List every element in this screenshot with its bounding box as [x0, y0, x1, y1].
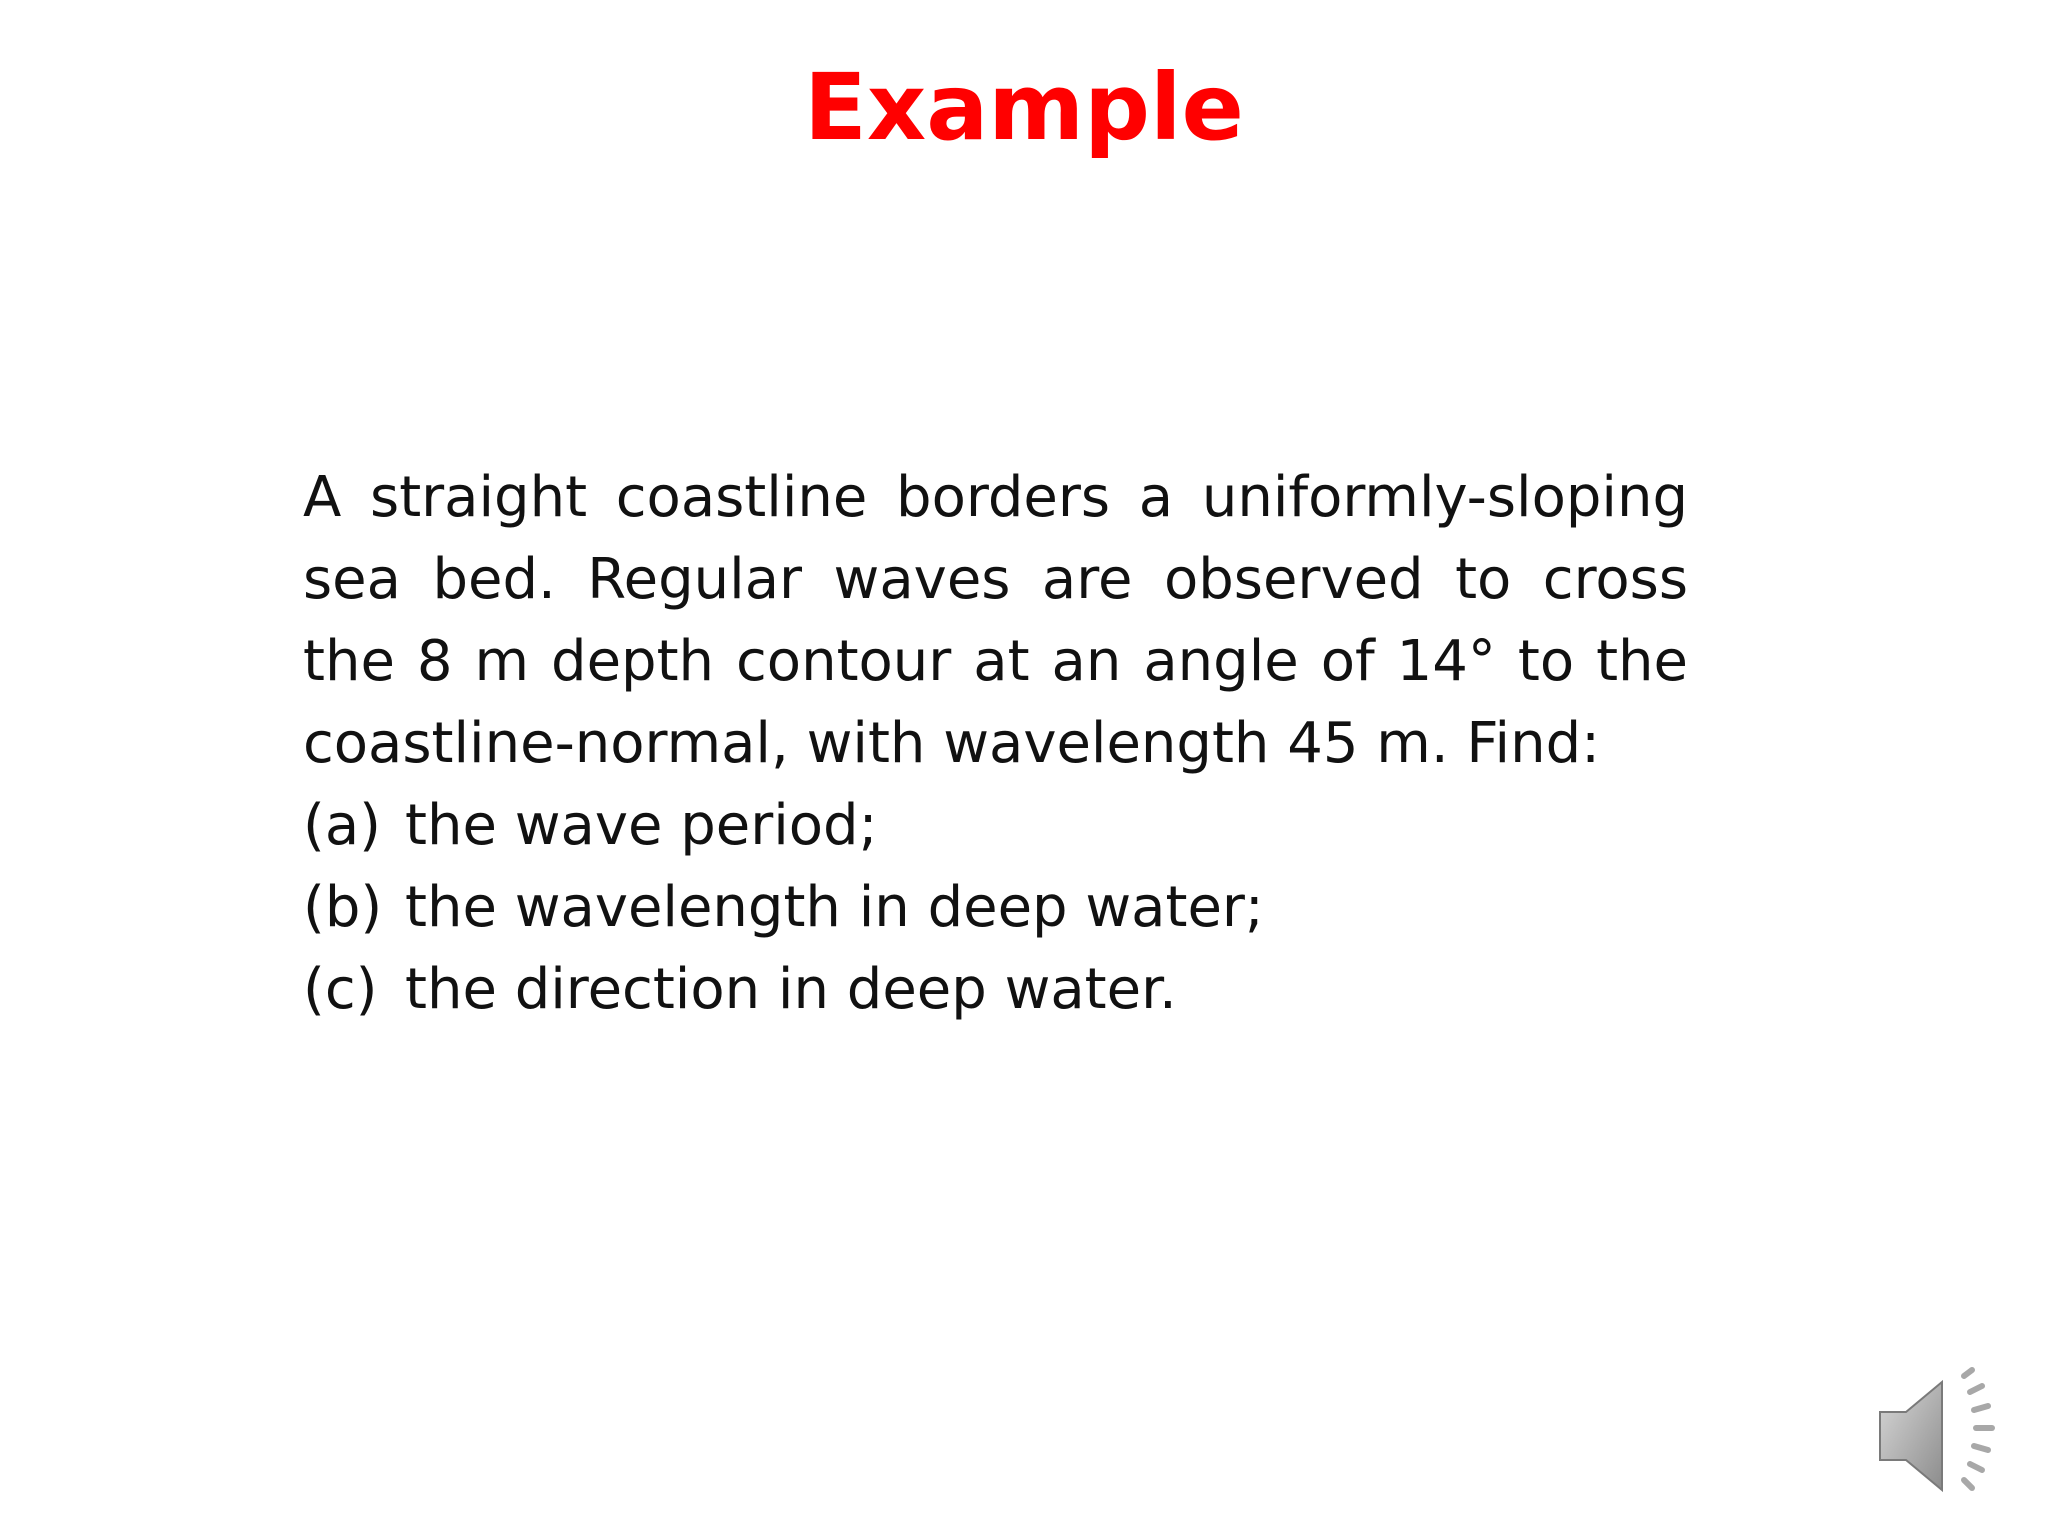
list-item-marker: (c) — [303, 957, 378, 1022]
list-item — [303, 949, 1688, 1031]
list-item-text: the wavelength in deep water; — [405, 875, 1264, 940]
list-item — [303, 785, 1688, 867]
list-item-marker: (a) — [303, 793, 382, 858]
problem-statement: A straight coastline borders a uniformly-sloping sea bed. Regular waves are observed to cross the 8 m depth contour at an angle of 14° to the coastline-normal, with wavelength 45 m. Find: — [303, 465, 1688, 776]
list-item-text: the wave period; — [405, 793, 878, 858]
speaker-icon[interactable] — [1872, 1366, 2014, 1506]
list-item-text: the direction in deep water. — [405, 957, 1177, 1022]
slide-title: Example — [804, 54, 1244, 161]
slide-body — [303, 457, 1688, 1031]
question-list — [303, 785, 1688, 1031]
list-item-marker: (b) — [303, 875, 383, 940]
list-item — [303, 867, 1688, 949]
